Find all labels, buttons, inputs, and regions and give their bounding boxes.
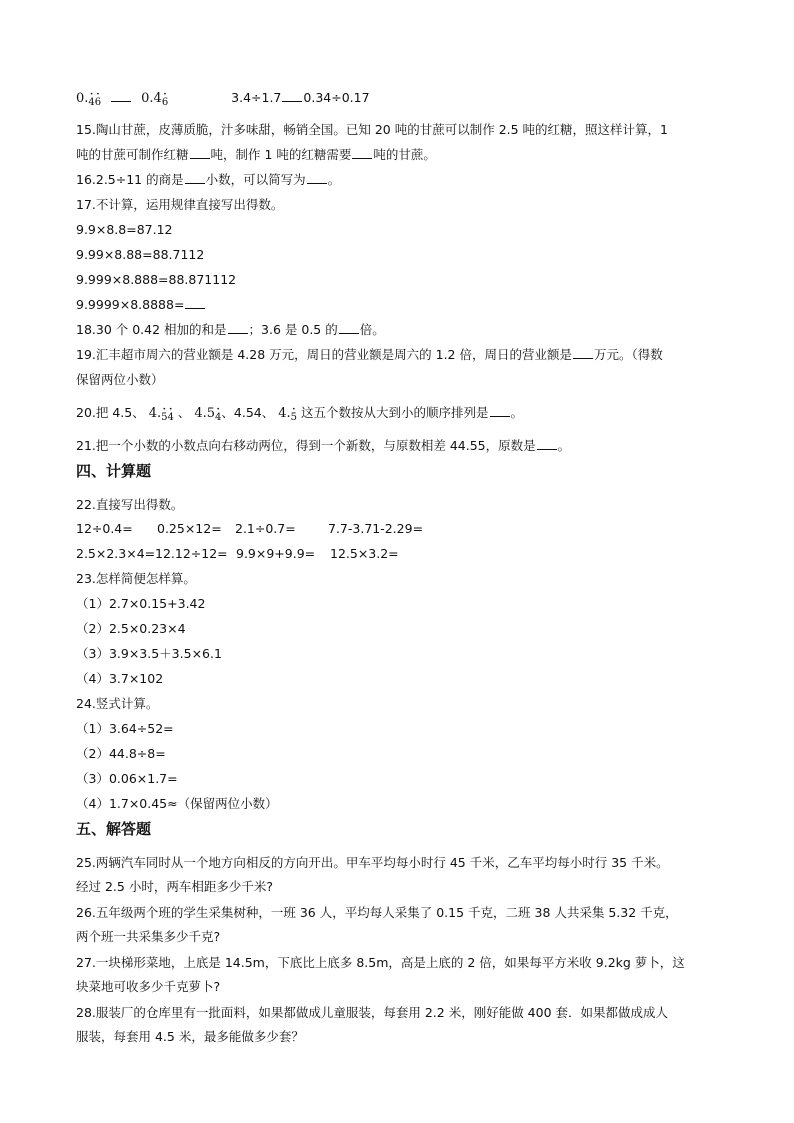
decimal-digit: 4 — [153, 91, 162, 106]
q21-line — [76, 438, 570, 454]
q16-text: 。 — [327, 172, 341, 187]
q24-title: 24.竖式计算。 — [76, 696, 159, 711]
answer-blank[interactable] — [190, 147, 210, 159]
repeating-digit: · 6 — [95, 95, 101, 111]
section-heading-5: 五、解答题 — [76, 820, 152, 838]
q27-line2: 块菜地可收多少千克萝卜? — [76, 979, 221, 994]
q18-text: ；3.6 是 0.5 的 — [248, 322, 338, 337]
q16-text: 16.2.5÷11 的商是 — [76, 172, 184, 187]
section-heading-4: 四、计算题 — [76, 462, 152, 480]
q17-pattern-line: 9.999×8.888=88.871112 — [76, 272, 237, 287]
q20-line — [76, 405, 523, 423]
decimal-int: 4.5 — [194, 406, 216, 421]
q24-item: （2）44.8÷8= — [76, 746, 166, 761]
q23-item: （3）3.9×3.5＋3.5×6.1 — [76, 646, 222, 661]
repeating-decimal-a — [76, 91, 101, 106]
q28-line1: 28.服装厂的仓库里有一批面料，如果都做成儿童服装，每套用 2.2 米，刚好能做 400 套．如果都做成成人 — [76, 1005, 669, 1020]
repeating-digit: · 5 — [161, 410, 167, 426]
answer-blank[interactable] — [307, 172, 327, 184]
q17-question-line — [76, 297, 206, 313]
q15-text: 吨的甘蔗。 — [373, 147, 436, 162]
q24-item: （4）1.7×0.45≈（保留两位小数） — [76, 796, 278, 811]
q17-pattern-line: 9.9×8.8=87.12 — [76, 222, 173, 237]
answer-blank[interactable] — [282, 90, 302, 102]
repeating-decimal-3 — [278, 406, 297, 421]
repeating-decimal-1 — [149, 406, 174, 421]
q16-line — [76, 172, 340, 188]
q15-line1: 15.陶山甘蔗，皮薄质脆，汁多味甜，畅销全国。已知 20 吨的甘蔗可以制作 2.5 吨的红糖，照这样计算，1 — [76, 122, 669, 137]
q18-text: 18.30 个 0.42 相加的和是 — [76, 322, 227, 337]
answer-blank[interactable] — [352, 147, 372, 159]
q18-line — [76, 322, 385, 338]
q17-text: 9.9999×8.8888= — [76, 297, 185, 312]
repeating-digit: · 4 — [168, 410, 174, 426]
q20-text: 20.把 4.5、 — [76, 405, 145, 420]
calc-item: 9.9×9+9.9= — [236, 546, 316, 561]
q19-text: 19.汇丰超市周六的营业额是 4.28 万元，周日的营业额是周六的 1.2 倍，周日的营业额是 — [76, 347, 572, 362]
q24-item: （3）0.06×1.7= — [76, 771, 178, 786]
q27-line1: 27.一块梯形菜地，上底是 14.5m，下底比上底多 8.5m，高是上底的 2 倍，如果每平方米收 9.2kg 萝卜，这 — [76, 955, 685, 970]
q15-text: 吨，制作 1 吨的红糖需要 — [210, 147, 352, 162]
calc-item: 12.5×3.2= — [330, 546, 399, 561]
q25-line2: 经过 2.5 小时，两车相距多少千米? — [76, 879, 273, 894]
decimal-int: 0. — [141, 91, 154, 106]
q23-item: （2）2.5×0.23×4 — [76, 621, 186, 636]
q20-text: 。 — [510, 405, 524, 420]
q18-text: 倍。 — [359, 322, 385, 337]
q19-text: 万元。（得数 — [594, 347, 663, 362]
q19-line2: 保留两位小数） — [76, 372, 164, 387]
q26-line1: 26.五年级两个班的学生采集树种，一班 36 人，平均每人采集了 0.15 千克，二班 38 人共采集 5.32 千克， — [76, 905, 678, 920]
q23-item: （1）2.7×0.15+3.42 — [76, 596, 206, 611]
repeating-digit: · 5 — [291, 410, 297, 426]
calc-item: 12÷0.4= — [76, 521, 133, 536]
q19-line1 — [76, 347, 663, 363]
q28-line2: 服装，每套用 4.5 米，最多能做多少套？ — [76, 1029, 304, 1044]
q17-title: 17.不计算，运用规律直接写出得数。 — [76, 197, 284, 212]
repeating-decimal-2 — [194, 406, 221, 421]
answer-blank[interactable] — [185, 297, 205, 309]
repeating-decimal-b — [141, 91, 168, 106]
q21-text: 。 — [557, 438, 571, 453]
answer-blank[interactable] — [111, 90, 131, 102]
q17-pattern-line: 9.99×8.88=88.7112 — [76, 247, 205, 262]
calc-item: 2.5×2.3×4= — [76, 546, 156, 561]
q26-line2: 两个班一共采集多少千克? — [76, 929, 221, 944]
answer-blank[interactable] — [573, 347, 593, 359]
q25-line1: 25.两辆汽车同时从一个地方向相反的方向开出。甲车平均每小时行 45 千米，乙车平均每小时行 35 千米。 — [76, 855, 669, 870]
q23-title: 23.怎样简便怎样算。 — [76, 571, 196, 586]
decimal-int: 4. — [278, 406, 291, 421]
q22-title: 22.直接写出得数。 — [76, 497, 184, 512]
repeating-digit: · 4 — [88, 95, 94, 111]
answer-blank[interactable] — [537, 438, 557, 450]
q16-text: 小数，可以简写为 — [205, 172, 306, 187]
q15-line2 — [76, 147, 436, 163]
separator: 、 — [177, 405, 191, 420]
calc-item: 2.1÷0.7= — [235, 521, 296, 536]
decimal-int: 0. — [76, 91, 89, 106]
expression-right: 0.34÷0.17 — [303, 90, 370, 105]
calc-item: 12.12÷12= — [155, 546, 228, 561]
q24-item: （1）3.64÷52= — [76, 721, 174, 736]
answer-blank[interactable] — [185, 172, 205, 184]
decimal-int: 4. — [148, 406, 162, 421]
separator: 、4.54、 — [221, 405, 275, 420]
q14-comparison-row — [76, 90, 370, 108]
q21-text: 21.把一个小数的小数点向右移动两位，得到一个新数，与原数相差 44.55，原数是 — [76, 438, 536, 453]
calc-item: 0.25×12= — [157, 521, 222, 536]
calc-item: 7.7-3.71-2.29= — [328, 521, 424, 536]
repeating-digit: · 4 — [215, 410, 221, 426]
expression-left: 3.4÷1.7 — [231, 90, 282, 105]
answer-blank[interactable] — [339, 322, 359, 334]
q23-item: （4）3.7×102 — [76, 671, 164, 686]
answer-blank[interactable] — [490, 405, 510, 417]
q20-text: 这五个数按从大到小的顺序排列是 — [301, 405, 489, 420]
answer-blank[interactable] — [228, 322, 248, 334]
q15-text: 吨的甘蔗可制作红糖 — [76, 147, 189, 162]
repeating-digit: · 6 — [162, 95, 168, 111]
